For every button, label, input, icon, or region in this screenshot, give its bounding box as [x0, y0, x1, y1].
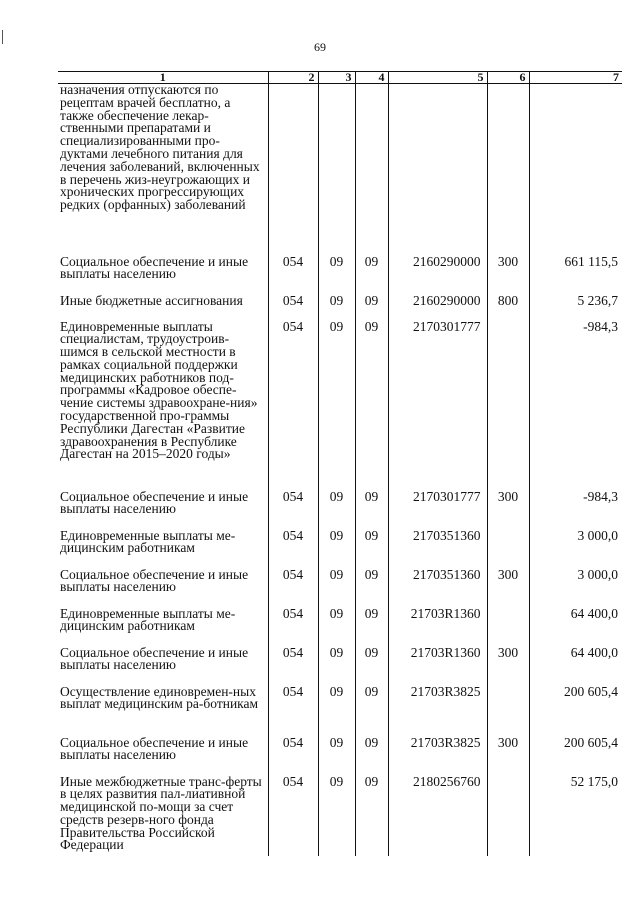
row-vr: 300	[487, 737, 529, 776]
row-rz: 09	[318, 321, 355, 491]
row-rz: 09	[318, 737, 355, 776]
row-rz: 09	[318, 686, 355, 737]
row-csr: 21703R3825	[388, 737, 487, 776]
column-header: 2	[268, 72, 318, 84]
row-sum	[529, 84, 622, 256]
row-name: Социальное обеспечение и иные выплаты населению	[60, 734, 249, 763]
row-sum: 661 115,5	[529, 256, 622, 295]
row-pr	[355, 84, 388, 256]
row-pr: 09	[355, 491, 388, 530]
row-name: Осуществление единовремен-ных выплат медицинским ра-ботникам	[60, 683, 259, 712]
table-row	[58, 737, 622, 776]
table-row	[58, 530, 622, 569]
row-rz: 09	[318, 608, 355, 647]
row-sum: 3 000,0	[529, 530, 622, 569]
row-gr: 054	[268, 776, 318, 856]
row-vr	[487, 608, 529, 647]
column-header: 4	[355, 72, 388, 84]
row-rz: 09	[318, 647, 355, 686]
row-vr: 300	[487, 647, 529, 686]
row-rz: 09	[318, 530, 355, 569]
row-pr: 09	[355, 321, 388, 491]
row-gr: 054	[268, 737, 318, 776]
row-gr: 054	[268, 491, 318, 530]
table-row	[58, 295, 622, 321]
row-pr: 09	[355, 647, 388, 686]
row-sum: 64 400,0	[529, 608, 622, 647]
row-pr: 09	[355, 569, 388, 608]
row-rz	[318, 84, 355, 256]
row-csr: 2160290000	[388, 256, 487, 295]
row-vr	[487, 530, 529, 569]
row-gr: 054	[268, 608, 318, 647]
row-vr	[487, 321, 529, 491]
column-header: 1	[58, 72, 268, 84]
row-csr: 2170351360	[388, 569, 487, 608]
row-name: Единовременные выплаты специалистам, трудоустроив-шимся в сельской местности в рамках социальной поддержки медицинских работников под-программы «Кадровое обеспе-чение системы здравоохране-ния» государственной про-граммы Республики Дагестан «Развитие здравоохранения в Республике Дагестан на 2015–2020 годы»	[60, 318, 258, 462]
row-rz: 09	[318, 569, 355, 608]
table-row	[58, 608, 622, 647]
row-gr: 054	[268, 686, 318, 737]
row-vr: 300	[487, 256, 529, 295]
row-name: Социальное обеспечение и иные выплаты населению	[60, 644, 249, 673]
row-sum: 200 605,4	[529, 686, 622, 737]
row-pr: 09	[355, 530, 388, 569]
row-sum: 5 236,7	[529, 295, 622, 321]
table-row	[58, 491, 622, 530]
row-gr: 054	[268, 530, 318, 569]
row-gr	[268, 84, 318, 256]
column-header: 7	[529, 72, 622, 84]
row-gr: 054	[268, 256, 318, 295]
row-csr: 2180256760	[388, 776, 487, 856]
row-name: Единовременные выплаты ме-дицинским работникам	[60, 527, 236, 556]
row-sum: -984,3	[529, 321, 622, 491]
row-name: Иные бюджетные ассигнования	[60, 292, 243, 308]
row-csr: 2170301777	[388, 491, 487, 530]
row-rz: 09	[318, 256, 355, 295]
table-row	[58, 686, 622, 737]
row-rz: 09	[318, 776, 355, 856]
row-csr: 21703R3825	[388, 686, 487, 737]
row-name: Единовременные выплаты ме-дицинским работникам	[60, 605, 236, 634]
row-name: Социальное обеспечение и иные выплаты населению	[60, 566, 249, 595]
table-row	[58, 84, 622, 256]
row-name: Иные межбюджетные транс-ферты в целях развития пал-лиативной медицинской по-мощи за счет средств резерв-ного фонда Правительства Российской Федерации	[60, 773, 262, 853]
row-sum: 64 400,0	[529, 647, 622, 686]
row-sum: 3 000,0	[529, 569, 622, 608]
row-csr: 21703R1360	[388, 647, 487, 686]
table-row	[58, 321, 622, 491]
row-gr: 054	[268, 321, 318, 491]
table-row	[58, 569, 622, 608]
table-row	[58, 647, 622, 686]
row-csr: 2170301777	[388, 321, 487, 491]
row-gr: 054	[268, 569, 318, 608]
row-sum: 52 175,0	[529, 776, 622, 856]
table-row	[58, 776, 622, 856]
row-csr	[388, 84, 487, 256]
row-csr: 2160290000	[388, 295, 487, 321]
column-header: 3	[318, 72, 355, 84]
row-pr: 09	[355, 256, 388, 295]
row-rz: 09	[318, 295, 355, 321]
row-name: Социальное обеспечение и иные выплаты населению	[60, 488, 249, 517]
page-number: 69	[314, 40, 326, 54]
row-csr: 21703R1360	[388, 608, 487, 647]
row-vr	[487, 776, 529, 856]
row-name: назначения отпускаются по рецептам врачей бесплатно, а также обеспечение лекар-ственными препаратами и специализированными про-дуктами лечебного питания для лечения заболеваний, включенных в перечень жиз-неугрожающих и хронических прогрессирующих редких (орфанных) заболеваний	[60, 82, 260, 213]
row-rz: 09	[318, 491, 355, 530]
row-gr: 054	[268, 647, 318, 686]
budget-table	[58, 71, 622, 856]
row-pr: 09	[355, 776, 388, 856]
row-vr	[487, 84, 529, 256]
row-vr: 800	[487, 295, 529, 321]
row-vr: 300	[487, 491, 529, 530]
row-sum: 200 605,4	[529, 737, 622, 776]
row-pr: 09	[355, 737, 388, 776]
row-csr: 2170351360	[388, 530, 487, 569]
row-pr: 09	[355, 608, 388, 647]
column-header: 5	[388, 72, 487, 84]
row-pr: 09	[355, 686, 388, 737]
row-vr	[487, 686, 529, 737]
row-gr: 054	[268, 295, 318, 321]
row-pr: 09	[355, 295, 388, 321]
row-vr: 300	[487, 569, 529, 608]
table-row	[58, 256, 622, 295]
column-header: 6	[487, 72, 529, 84]
row-name: Социальное обеспечение и иные выплаты населению	[60, 253, 249, 282]
row-sum: -984,3	[529, 491, 622, 530]
